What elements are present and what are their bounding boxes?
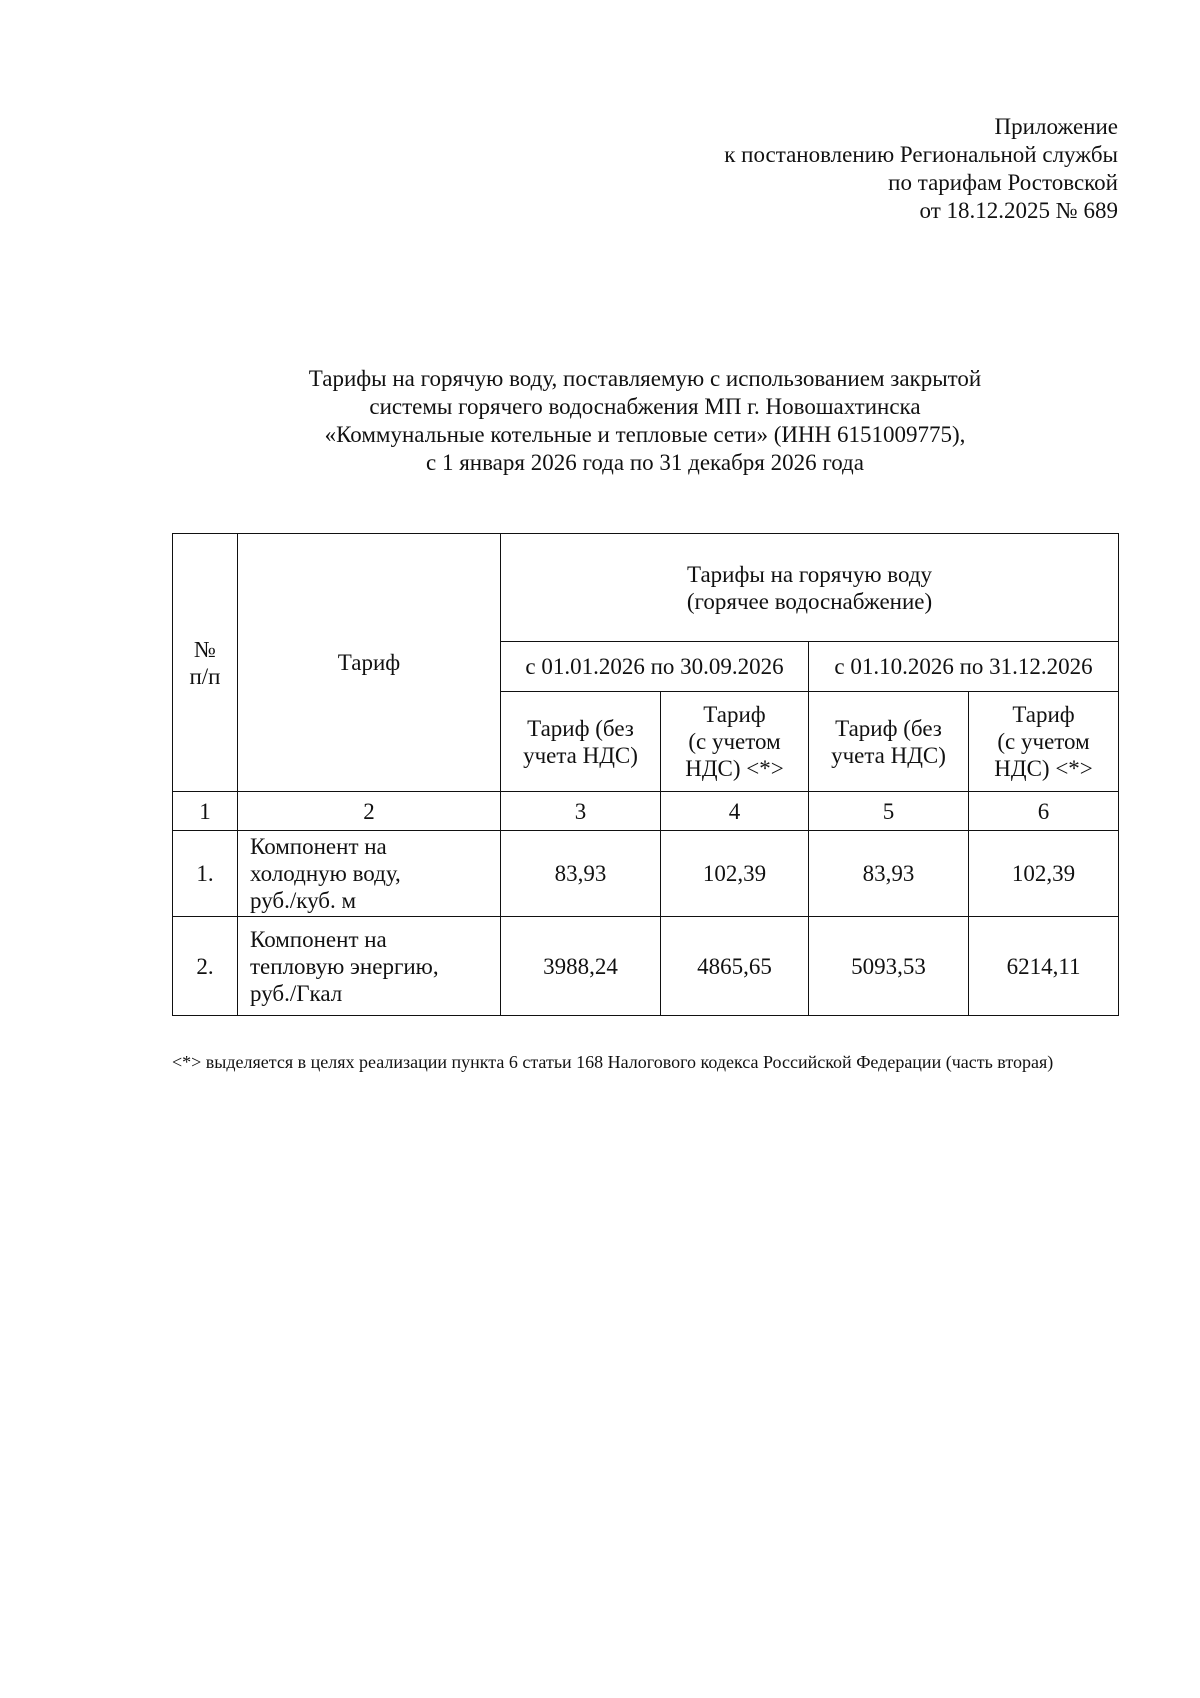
table-row <box>173 831 1119 917</box>
header-line: Тариф <box>703 702 766 727</box>
header-line: учета НДС) <box>831 742 946 768</box>
header-group-cell <box>501 534 1119 642</box>
tariff-table <box>172 533 1119 1016</box>
table-row <box>173 917 1119 1016</box>
header-line: Тариф <box>1012 702 1075 727</box>
row-name-line: Компонент на <box>250 834 387 859</box>
tariff-value: 102,39 <box>661 831 809 917</box>
row-name-line: Компонент на <box>250 926 387 952</box>
header-with-vat-cell <box>661 692 809 792</box>
row-name-line: холодную воду, <box>250 861 401 886</box>
header-group-line: (горячее водоснабжение) <box>686 588 933 614</box>
header-line: НДС) <*> <box>685 756 784 781</box>
tariff-value: 83,93 <box>809 831 969 917</box>
appendix-block <box>518 113 1118 225</box>
header-tariff-cell: Тариф <box>238 534 501 792</box>
column-number: 3 <box>501 792 661 831</box>
row-number: 1. <box>173 831 238 917</box>
title-line: системы горячего водоснабжения МП г. Новошахтинска <box>369 394 921 419</box>
row-name <box>238 917 501 1016</box>
row-name-line: руб./Гкал <box>250 980 343 1006</box>
header-with-vat-cell <box>969 692 1119 792</box>
row-number: 2. <box>173 917 238 1016</box>
appendix-line: Приложение <box>994 114 1118 139</box>
tariff-value: 102,39 <box>969 831 1119 917</box>
header-num-symbol: № <box>194 636 216 662</box>
header-period-2: с 01.10.2026 по 31.12.2026 <box>809 642 1119 692</box>
document-title <box>172 365 1118 477</box>
column-number: 2 <box>238 792 501 831</box>
row-name-line: руб./куб. м <box>250 888 357 913</box>
header-no-vat-cell <box>809 692 969 792</box>
column-number-row <box>173 792 1119 831</box>
tariff-value: 83,93 <box>501 831 661 917</box>
header-line: (с учетом <box>688 729 781 754</box>
appendix-line: по тарифам Ростовской <box>888 170 1118 195</box>
title-line: с 1 января 2026 года по 31 декабря 2026 года <box>426 450 864 475</box>
title-line: Тарифы на горячую воду, поставляемую с использованием закрытой <box>308 366 982 391</box>
tariff-value: 6214,11 <box>969 917 1119 1016</box>
appendix-line: от 18.12.2025 № 689 <box>919 198 1118 223</box>
header-group-line: Тарифы на горячую воду <box>686 561 933 587</box>
header-line: учета НДС) <box>523 742 638 768</box>
header-num-cell <box>173 534 238 792</box>
tariff-value: 4865,65 <box>661 917 809 1016</box>
header-period-1: с 01.01.2026 по 30.09.2026 <box>501 642 809 692</box>
appendix-line: к постановлению Региональной службы <box>724 142 1118 167</box>
column-number: 4 <box>661 792 809 831</box>
row-name <box>238 831 501 917</box>
tariff-value: 3988,24 <box>501 917 661 1016</box>
footnote: <*> выделяется в целях реализации пункта 6 статьи 168 Налогового кодекса Российской Федерации (часть вторая) <box>172 1052 1054 1072</box>
header-line: НДС) <*> <box>994 756 1093 781</box>
column-number: 5 <box>809 792 969 831</box>
row-name-line: тепловую энергию, <box>250 953 439 979</box>
header-no-vat-cell <box>501 692 661 792</box>
header-line: Тариф (без <box>835 715 942 741</box>
title-line: «Коммунальные котельные и тепловые сети» (ИНН 6151009775), <box>324 422 966 447</box>
header-line: (с учетом <box>997 729 1090 754</box>
column-number: 1 <box>173 792 238 831</box>
header-line: Тариф (без <box>527 715 634 741</box>
column-number: 6 <box>969 792 1119 831</box>
table-header-row <box>173 534 1119 642</box>
header-num-abbr: п/п <box>189 663 221 689</box>
tariff-value: 5093,53 <box>809 917 969 1016</box>
